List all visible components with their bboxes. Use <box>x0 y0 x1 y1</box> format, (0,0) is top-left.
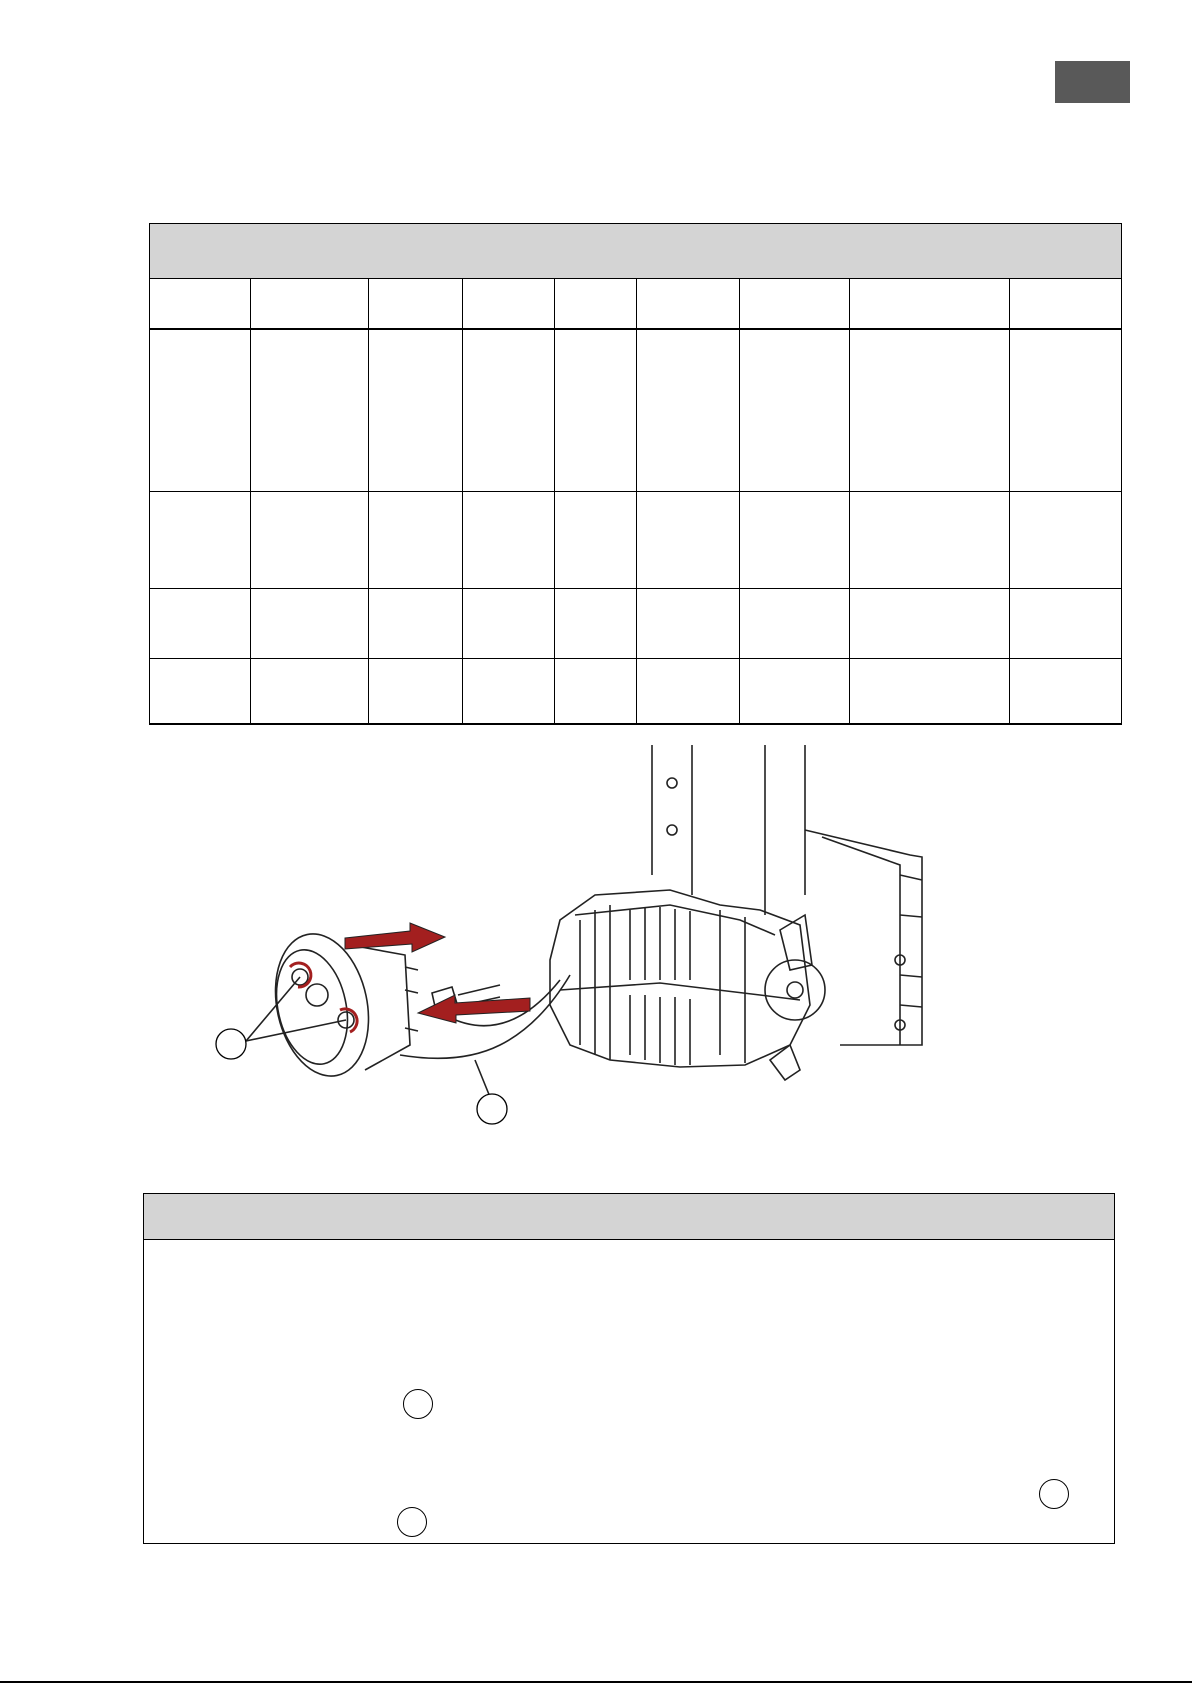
procedure-box <box>143 1193 1115 1544</box>
table-title-row <box>150 224 1122 279</box>
table-row <box>150 589 1122 659</box>
table-row <box>150 492 1122 589</box>
callout-circle <box>397 1507 427 1537</box>
callout-circle <box>477 1094 507 1124</box>
section-tab <box>1055 61 1130 103</box>
procedure-header <box>144 1194 1114 1240</box>
spec-table <box>149 223 1122 725</box>
table-row <box>150 659 1122 725</box>
callout-circle <box>216 1029 246 1059</box>
table-row <box>150 329 1122 492</box>
page-bottom-rule <box>0 1681 1192 1683</box>
callout-circle <box>1039 1479 1069 1509</box>
callout-circle <box>403 1389 433 1419</box>
fixture-illustration <box>200 745 940 1135</box>
table-header-row <box>150 279 1122 330</box>
